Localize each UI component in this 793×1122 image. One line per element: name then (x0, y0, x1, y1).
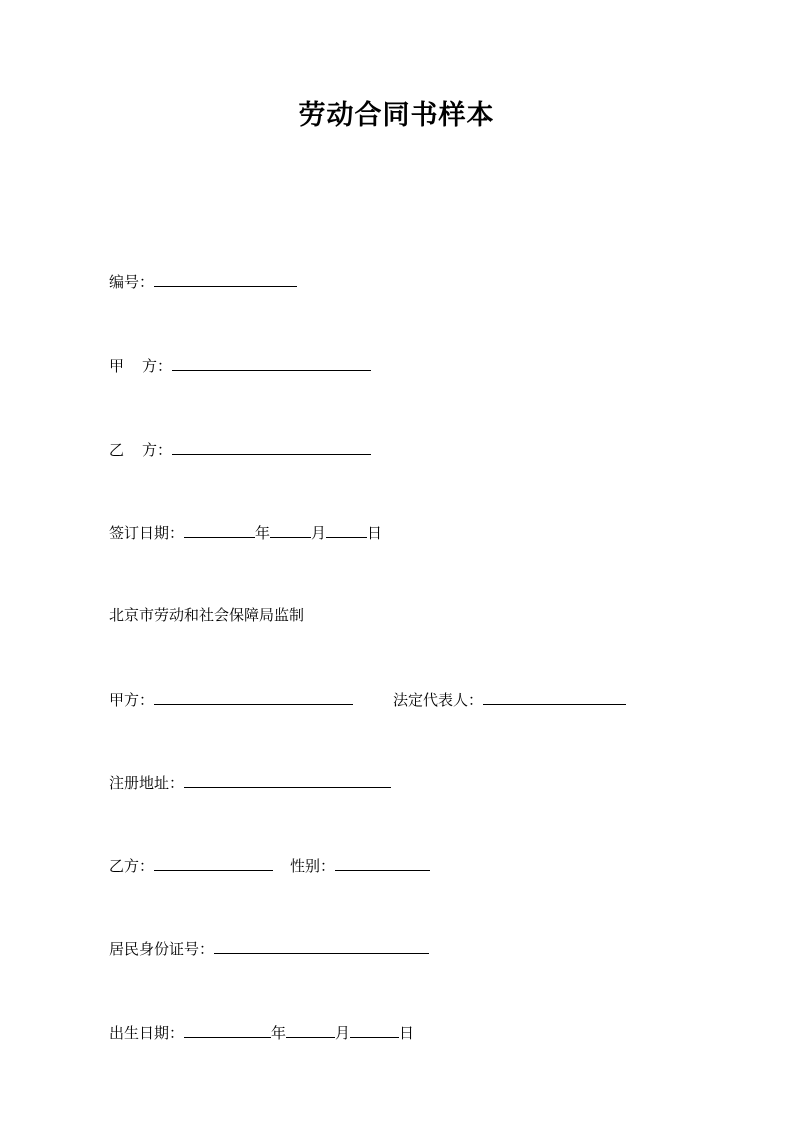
sign-date-row (109, 521, 382, 543)
id-number-row (109, 937, 429, 959)
party-b-char2: 方： (142, 441, 173, 459)
birth-month-blank[interactable] (286, 1021, 335, 1038)
number-label: 编号： (109, 273, 155, 291)
birth-month-label: 月 (335, 1024, 351, 1042)
reg-address-row (109, 771, 391, 793)
birth-day-label: 日 (399, 1024, 415, 1042)
sign-day-blank[interactable] (326, 521, 367, 538)
party-b-label: 乙方： (109, 857, 155, 875)
party-a-blank[interactable] (172, 354, 371, 371)
sign-year-blank[interactable] (184, 521, 255, 538)
gender-blank[interactable] (335, 854, 430, 871)
birth-year-blank[interactable] (184, 1021, 271, 1038)
party-b-blank[interactable] (172, 438, 371, 455)
party-a-char1: 甲 (109, 357, 125, 375)
party-b-detail-row (109, 854, 430, 876)
number-blank[interactable] (154, 270, 297, 287)
party-a-detail-row (109, 688, 626, 710)
birth-date-label: 出生日期： (109, 1024, 185, 1042)
party-a-detail-blank[interactable] (154, 688, 353, 705)
legal-rep-label: 法定代表人： (393, 691, 484, 709)
sign-day-label: 日 (367, 524, 383, 542)
reg-address-label: 注册地址： (109, 774, 185, 792)
party-b-row (109, 438, 371, 460)
party-a-row (109, 354, 371, 376)
party-b-detail-blank[interactable] (154, 854, 273, 871)
reg-address-blank[interactable] (184, 771, 391, 788)
id-number-label: 居民身份证号： (109, 940, 215, 958)
gender-label: 性别： (290, 857, 336, 875)
id-number-blank[interactable] (214, 937, 429, 954)
document-title: 劳动合同书样本 (298, 100, 495, 131)
issuer-row (109, 604, 304, 626)
birth-year-label: 年 (271, 1024, 287, 1042)
sign-month-label: 月 (311, 524, 327, 542)
sign-month-blank[interactable] (270, 521, 311, 538)
issuer-text: 北京市劳动和社会保障局监制 (109, 606, 305, 624)
number-row (109, 270, 297, 292)
sign-year-label: 年 (255, 524, 271, 542)
party-a-char2: 方： (142, 357, 173, 375)
sign-date-label: 签订日期： (109, 524, 185, 542)
legal-rep-blank[interactable] (483, 688, 626, 705)
birth-day-blank[interactable] (350, 1021, 399, 1038)
party-a-label: 甲方： (109, 691, 155, 709)
party-b-char1: 乙 (109, 441, 125, 459)
birth-date-row (109, 1021, 414, 1043)
